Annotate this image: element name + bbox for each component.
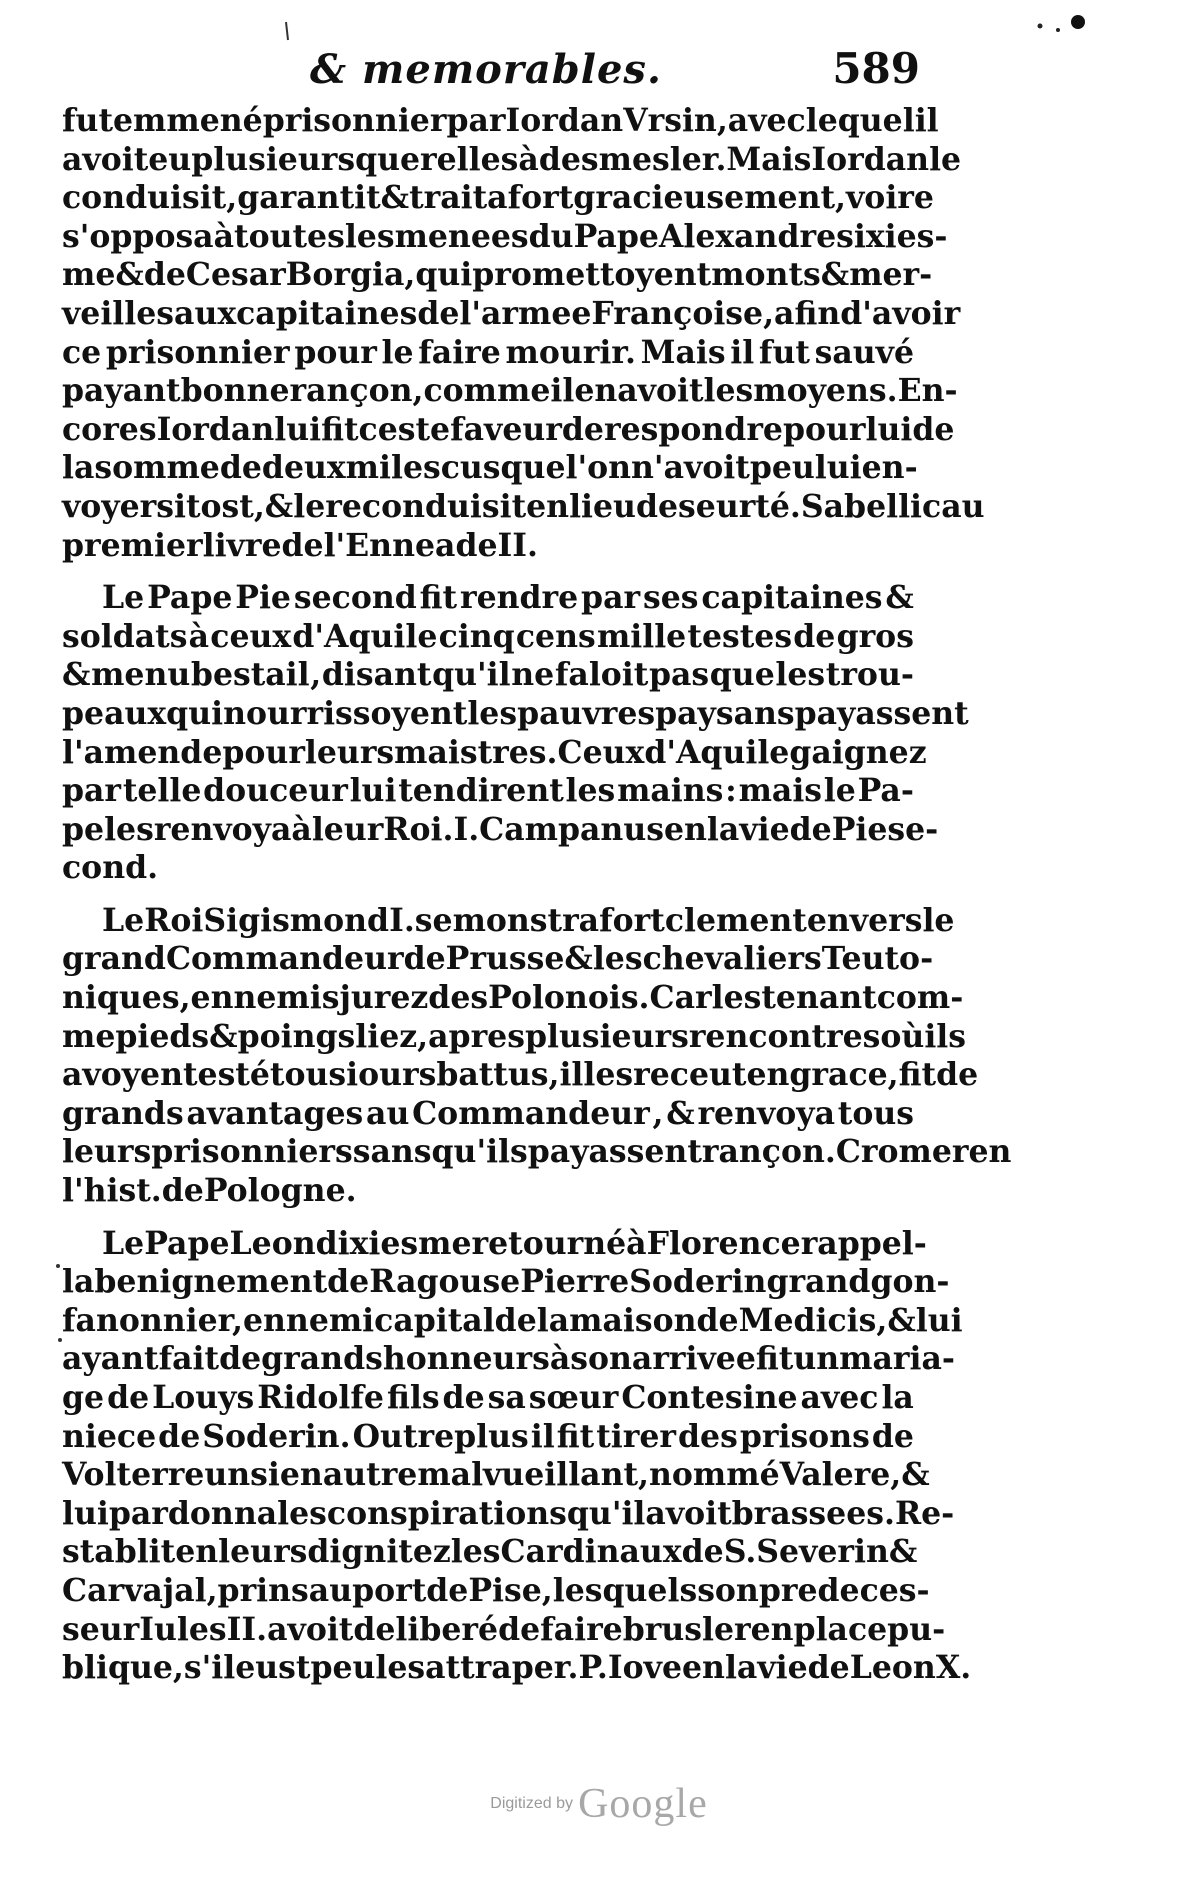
text-line: payant bonne rançon, comme il en avoit les moyens. En-: [62, 372, 958, 410]
text-line: stablit en leurs dignitez les Cardinaux de S. Severin &: [62, 1533, 918, 1571]
text-line: avoyent esté tousiours battus, il les receut en grace, fit de: [62, 1056, 979, 1094]
text-line: niques, ennemis jurez des Polonois. Car les tenant com-: [62, 979, 964, 1017]
text-line: avoit eu plusieurs querelles à desmesler. Mais Iordan le: [62, 140, 962, 178]
paragraph: [62, 1224, 972, 1688]
text-line: Le Pape Pie second fit rendre par ses capitaines &: [102, 579, 914, 617]
body-text: [62, 102, 1012, 1702]
text-line: ce prisonnier pour le faire mourir. Mais il fut sauvé: [62, 333, 914, 371]
text-line: me pieds & poings liez, apres plusieurs rencontres où ils: [62, 1017, 966, 1055]
text-line: Le Roi Sigismond I. se monstra fort clement envers le: [102, 901, 955, 939]
text-line: cond.: [62, 849, 159, 887]
text-line: Le Pape Leon dixiesme retourné à Florence rappel-: [102, 1224, 927, 1262]
text-line: fut emmené prisonnier par Iordan Vrsin, avec lequel il: [62, 102, 939, 139]
text-line: l'amende pour leurs maistres. Ceux d'Aquile gaignez: [62, 733, 927, 771]
paragraph: [62, 102, 985, 565]
text-line: seur Iules II. avoit deliberé de faire brusler en place pu-: [62, 1610, 946, 1648]
ink-mark: [286, 22, 288, 40]
text-line: Carvajal , prins au port de Pise , lesquels son predeces-: [62, 1571, 930, 1609]
text-line: fanonnier, ennemi capital de la maison de Medicis, & lui: [62, 1301, 963, 1339]
text-line: niece de Soderin. Outreplus il fit tirer des prisons de: [62, 1417, 914, 1455]
ink-speck: [1038, 24, 1043, 29]
text-line: pe les renvoya à leur Roi. I. Campanus en la vie de Pie se-: [62, 810, 939, 848]
text-line: l'hist. de Pologne.: [62, 1172, 357, 1210]
text-line: Volterre un sien autre malvueillant, nommé Valere , &: [62, 1456, 930, 1494]
text-line: leurs prisonniers sans qu'ils payassent rançon. Cromer en: [62, 1133, 1012, 1171]
text-line: par telle douceur lui tendirent les mains : mais le Pa-: [62, 772, 914, 810]
google-logo: Google: [578, 1781, 708, 1827]
ink-speck: [1056, 28, 1060, 32]
text-line: me & de Cesar Borgia, qui promettoyent monts & mer-: [62, 256, 933, 294]
running-head: & memorables.: [310, 46, 662, 93]
text-line: & menu bestail , disant qu'il ne faloit pas que les trou-: [62, 656, 914, 694]
page-header: [60, 44, 920, 104]
text-line: soldats à ceux d'Aquile cinq cens mille testes de gros: [62, 617, 914, 655]
ink-speck: [56, 1264, 60, 1268]
text-line: la somme de deux mil escus que l'on n'avoit peu lui en-: [62, 449, 918, 487]
text-line: voyer si tost, & le reconduisit en lieu de seurté. Sabellic au: [62, 487, 985, 525]
text-line: la benignement de Ragouse Pierre Soderin grand gon-: [62, 1263, 950, 1301]
text-line: grand Commandeur de Prusse & les chevaliers Teuto-: [62, 940, 934, 978]
text-line: lui pardonna les conspirations qu'il avoit brassees. Re-: [62, 1494, 955, 1532]
paragraph: [62, 901, 1012, 1211]
text-line: cores Iordan lui fit ceste faveur de respondre pour lui de: [62, 410, 955, 448]
text-line: s'opposa à toutes les menees du Pape Alexandre sixies-: [62, 217, 948, 255]
ink-speck: [1071, 15, 1085, 29]
text-line: peaux qui nourrissoyent les pauvres paysans payassent: [62, 694, 969, 732]
text-line: ge de Louys Ridolfe fils de sa sœur Contesine avec la: [62, 1379, 914, 1416]
text-line: premier livre de l'Enneade II.: [62, 526, 538, 564]
text-line: blique, s'il eust peu les attraper. P. Iove en la vie de Leon X.: [62, 1649, 972, 1687]
digitized-label: Digitized by: [490, 1795, 573, 1812]
text-line: conduisit , garantit & traita fort gracieusement , voire: [62, 179, 934, 217]
text-line: ayant fait de grands honneurs à son arrivee fit un maria-: [62, 1340, 955, 1378]
text-line: grands avantages au Commandeur , & renvoya tous: [62, 1094, 914, 1132]
paragraph: [62, 579, 969, 888]
digitized-watermark: [0, 1780, 1198, 1828]
text-line: veilles aux capitaines de l'armee Françoise, afin d'avoir: [62, 294, 961, 332]
page-number: 589: [832, 44, 920, 93]
